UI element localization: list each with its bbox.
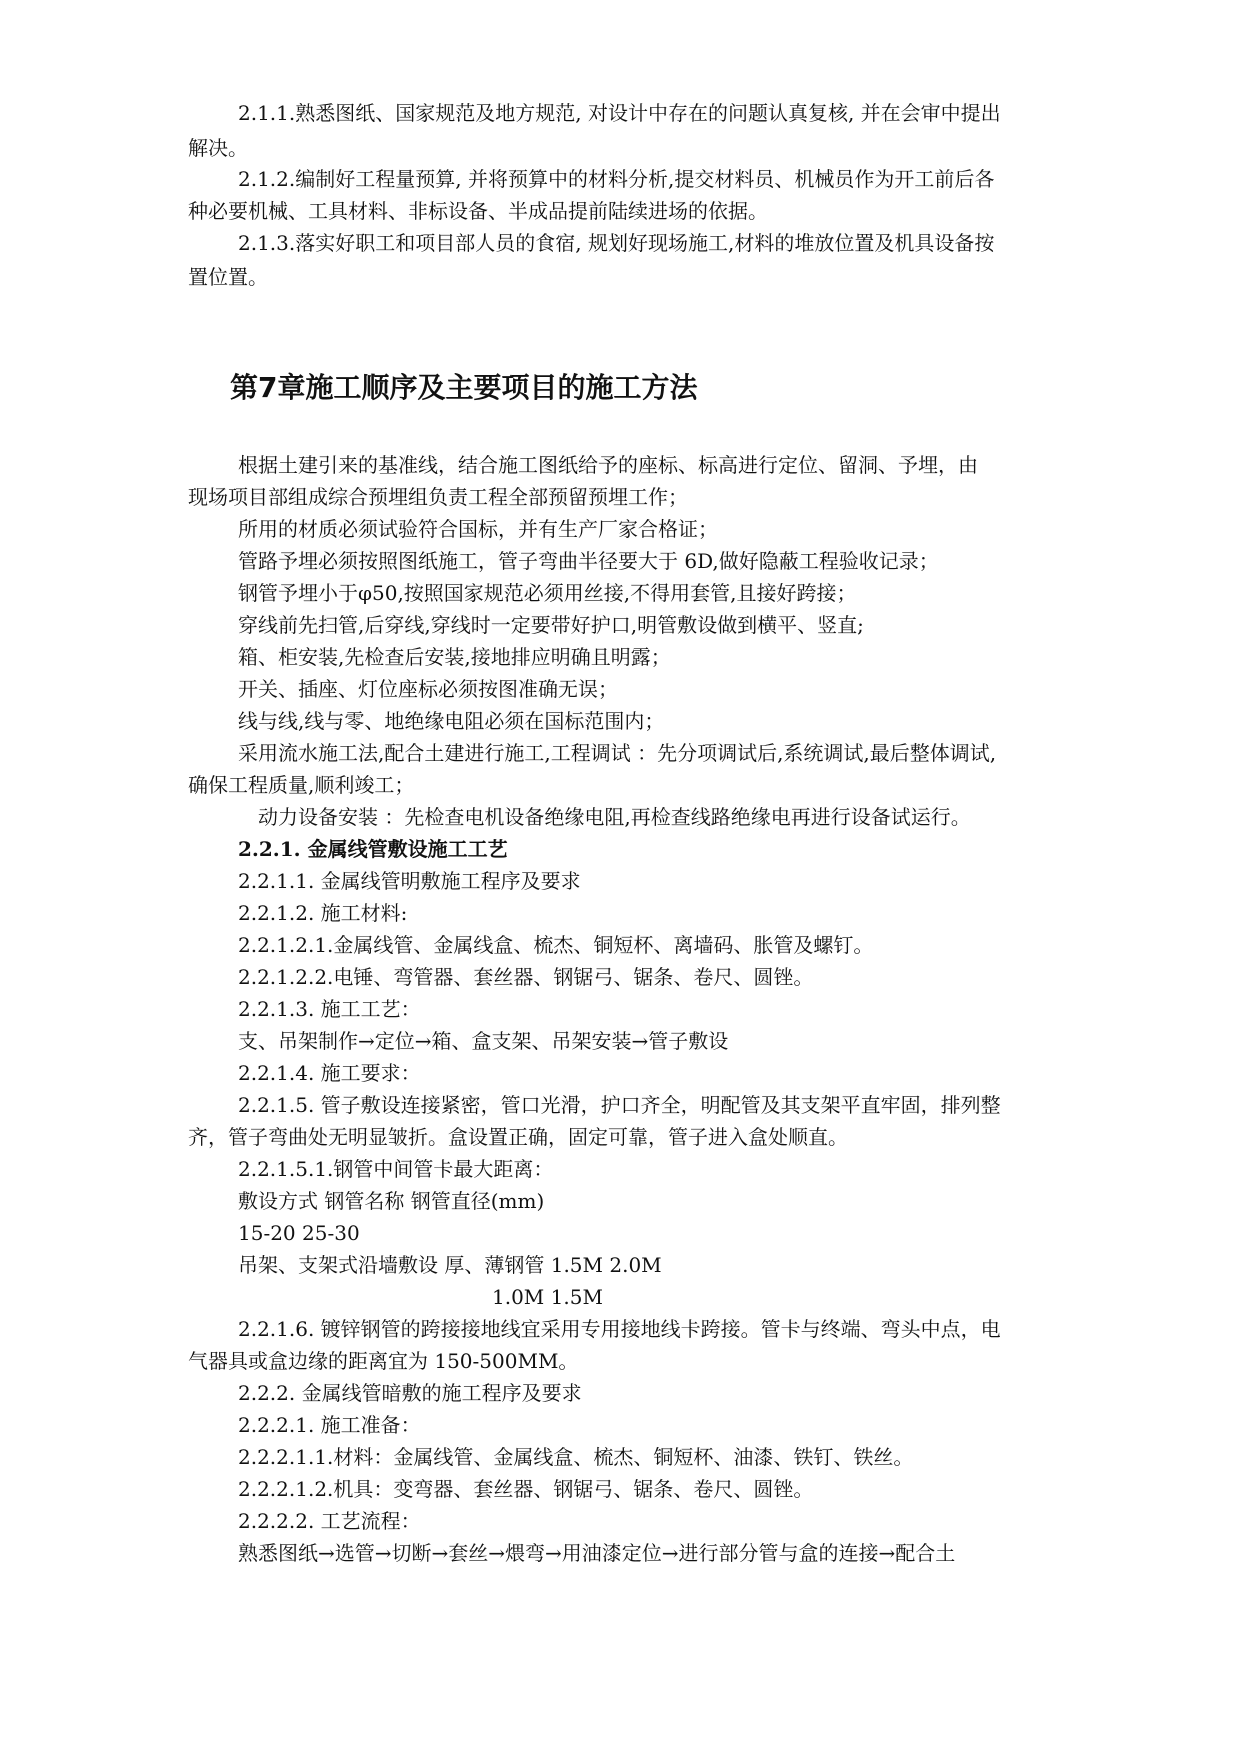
paragraph-line: 2.2.1.1. 金属线管明敷施工程序及要求 bbox=[238, 869, 581, 893]
table-line: 吊架、支架式沿墙敷设 厚、薄钢管 1.5M 2.0M bbox=[238, 1253, 662, 1277]
paragraph-line: 2.2.2. 金属线管暗敷的施工程序及要求 bbox=[238, 1381, 582, 1405]
paragraph-line: 动力设备安装 ：先检查电机设备绝缘电阻,再检查线路绝缘电再进行设备试运行。 bbox=[258, 805, 971, 829]
paragraph-line: 钢管予埋小于φ50,按照国家规范必须用丝接,不得用套管,且接好跨接； bbox=[238, 581, 857, 605]
paragraph-line: 穿线前先扫管,后穿线,穿线时一定要带好护口,明管敷设做到横平、竖直; bbox=[238, 613, 864, 637]
paragraph-line: 线与线,线与零、地绝缘电阻必须在国标范围内； bbox=[238, 709, 665, 733]
paragraph-line: 所用的材质必须试验符合国标，并有生产厂家合格证； bbox=[238, 517, 718, 541]
paragraph-line: 2.2.2.1.2.机具：变弯器、套丝器、钢锯弓、锯条、卷尺、圆锉。 bbox=[238, 1477, 814, 1501]
paragraph-line: 2.2.1.4. 施工要求： bbox=[238, 1061, 421, 1085]
paragraph-line: 2.2.1.2.2.电锤、弯管器、套丝器、钢锯弓、锯条、卷尺、圆锉。 bbox=[238, 965, 814, 989]
paragraph-line: 2.2.2.1.1.材料：金属线管、金属线盒、梳杰、铜短杯、油漆、铁钉、铁丝。 bbox=[238, 1445, 914, 1469]
paragraph-line: 气器具或盒边缘的距离宜为 150-500MM。 bbox=[188, 1349, 579, 1373]
paragraph-line: 根据土建引来的基准线，结合施工图纸给予的座标、标高进行定位、留洞、予埋，由 bbox=[238, 453, 978, 477]
paragraph-line: 2.2.1.3. 施工工艺： bbox=[238, 997, 421, 1021]
paragraph-line: 采用流水施工法,配合土建进行施工,工程调试 ：先分项调试后,系统调试,最后整体调试, bbox=[238, 741, 997, 765]
paragraph-line: 箱、柜安装,先检查后安装,接地排应明确且明露； bbox=[238, 645, 671, 669]
paragraph-line: 齐，管子弯曲处无明显皱折。盒设置正确，固定可靠，管子进入盒处顺直。 bbox=[188, 1125, 848, 1149]
paragraph-line: 2.2.1.5.1.钢管中间管卡最大距离： bbox=[238, 1157, 554, 1181]
paragraph-line: 2.2.1.2.1.金属线管、金属线盒、梳杰、铜短杯、离墙码、胀管及螺钉。 bbox=[238, 933, 874, 957]
paragraph-line: 2.2.1.6. 镀锌钢管的跨接接地线宜采用专用接地线卡跨接。管卡与终端、弯头中点，电 bbox=[238, 1317, 1001, 1341]
paragraph-line: 置位置。 bbox=[188, 265, 268, 289]
chapter-title: 第7章施工顺序及主要项目的施工方法 bbox=[230, 371, 698, 404]
paragraph-line: 2.2.1.2. 施工材料: bbox=[238, 901, 408, 925]
paragraph-line: 2.1.1.熟悉图纸、国家规范及地方规范, 对设计中存在的问题认真复核, 并在会审中提出 bbox=[238, 101, 1001, 125]
table-line: 15-20 25-30 bbox=[238, 1221, 360, 1245]
table-line: 1.0M 1.5M bbox=[492, 1285, 603, 1309]
paragraph-line: 熟悉图纸→选管→切断→套丝→煨弯→用油漆定位→进行部分管与盒的连接→配合土 bbox=[238, 1541, 956, 1565]
paragraph-line: 2.2.2.2. 工艺流程： bbox=[238, 1509, 421, 1533]
paragraph-line: 2.1.3.落实好职工和项目部人员的食宿, 规划好现场施工,材料的堆放位置及机具设备按 bbox=[238, 231, 995, 255]
paragraph-line: 解决。 bbox=[188, 136, 248, 160]
table-header-line: 敷设方式 钢管名称 钢管直径(mm) bbox=[238, 1189, 545, 1213]
paragraph-line: 2.2.1.5. 管子敷设连接紧密，管口光滑，护口齐全，明配管及其支架平直牢固，排列整 bbox=[238, 1093, 1001, 1117]
paragraph-line: 支、吊架制作→定位→箱、盒支架、吊架安装→管子敷设 bbox=[238, 1029, 729, 1053]
paragraph-line: 开关、插座、灯位座标必须按图准确无误； bbox=[238, 677, 618, 701]
paragraph-line: 2.1.2.编制好工程量预算, 并将预算中的材料分析,提交材料员、机械员作为开工前后各 bbox=[238, 167, 995, 191]
paragraph-line: 种必要机械、工具材料、非标设备、半成品提前陆续进场的依据。 bbox=[188, 199, 768, 223]
section-heading: 2.2.1. 金属线管敷设施工工艺 bbox=[238, 837, 508, 861]
paragraph-line: 现场项目部组成综合预埋组负责工程全部预留预埋工作； bbox=[188, 485, 688, 509]
paragraph-line: 确保工程质量,顺利竣工； bbox=[188, 773, 415, 797]
paragraph-line: 管路予埋必须按照图纸施工，管子弯曲半径要大于 6D,做好隐蔽工程验收记录； bbox=[238, 549, 939, 573]
paragraph-line: 2.2.2.1. 施工准备： bbox=[238, 1413, 421, 1437]
